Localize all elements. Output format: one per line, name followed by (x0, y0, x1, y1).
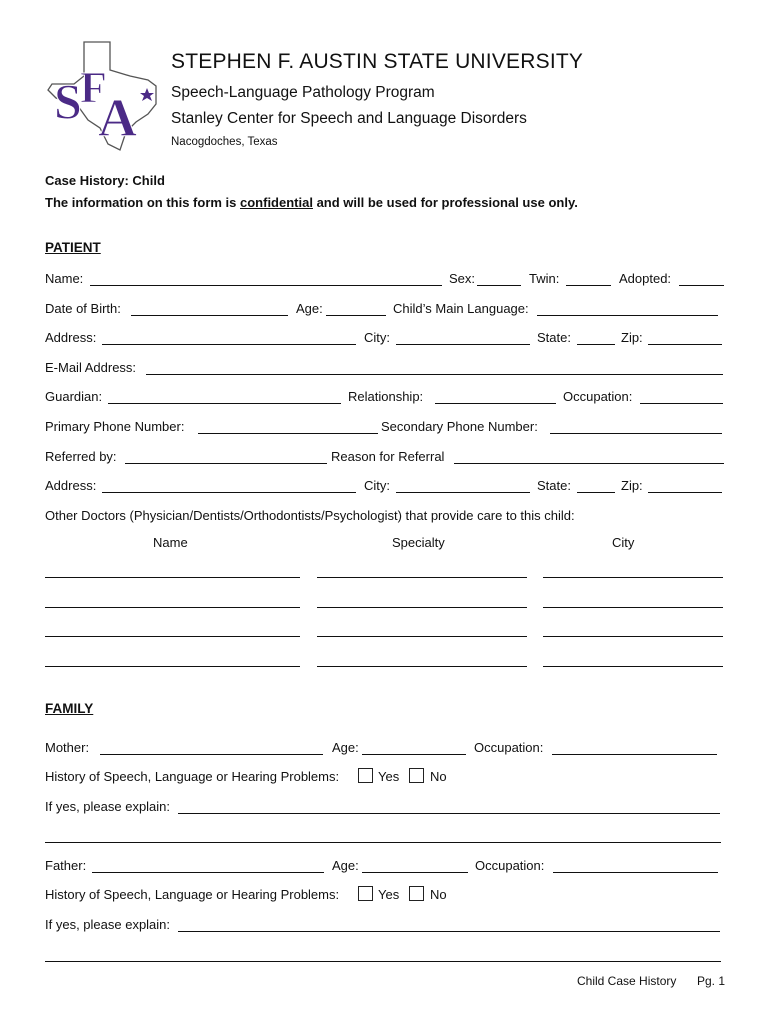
secondary-phone-field[interactable] (550, 433, 722, 434)
mother-yes-checkbox[interactable] (358, 768, 373, 783)
program-name: Speech-Language Pathology Program (171, 84, 435, 101)
email-field[interactable] (146, 374, 723, 375)
mother-label: Mother: (45, 740, 90, 755)
doctor-specialty-field[interactable] (317, 607, 527, 608)
email-label: E-Mail Address: (45, 360, 137, 375)
referral-address-label: Address: (45, 478, 97, 493)
age-label: Age: (296, 301, 323, 316)
dob-label: Date of Birth: (45, 301, 121, 316)
state-field[interactable] (577, 344, 615, 345)
doctor-specialty-field[interactable] (317, 666, 527, 667)
referral-address-field[interactable] (102, 492, 356, 493)
mother-explain-field[interactable] (178, 813, 720, 814)
zip-label: Zip: (621, 330, 643, 345)
referred-by-field[interactable] (125, 463, 327, 464)
dob-field[interactable] (131, 315, 288, 316)
doctor-name-field[interactable] (45, 577, 300, 578)
mother-explain-label: If yes, please explain: (45, 799, 171, 814)
col-specialty-header: Specialty (392, 535, 445, 550)
sfa-logo (44, 40, 162, 152)
mother-yes-label: Yes (378, 769, 400, 784)
father-yes-checkbox[interactable] (358, 886, 373, 901)
name-field[interactable] (90, 285, 442, 286)
other-doctors-label: Other Doctors (Physician/Dentists/Orthodontists/Psychologist) that provide care to this child: (45, 508, 575, 523)
mother-age-label: Age: (332, 740, 359, 755)
referral-city-label: City: (364, 478, 390, 493)
state-label: State: (537, 330, 571, 345)
adopted-field[interactable] (679, 285, 724, 286)
mother-explain-field-2[interactable] (45, 842, 721, 843)
svg-text:A: A (98, 88, 137, 148)
father-no-label: No (430, 887, 447, 902)
father-age-field[interactable] (362, 872, 468, 873)
patient-heading: PATIENT (45, 240, 101, 255)
mother-age-field[interactable] (362, 754, 466, 755)
texas-map-icon (44, 40, 162, 152)
sex-label: Sex: (449, 271, 476, 286)
father-history-label: History of Speech, Language or Hearing Problems: (45, 887, 340, 902)
twin-label: Twin: (529, 271, 560, 286)
doctor-city-field[interactable] (543, 666, 723, 667)
mother-occupation-label: Occupation: (474, 740, 544, 755)
address-label: Address: (45, 330, 97, 345)
secondary-phone-label: Secondary Phone Number: (381, 419, 538, 434)
relationship-field[interactable] (435, 403, 556, 404)
family-heading: FAMILY (45, 701, 94, 716)
referral-city-field[interactable] (396, 492, 530, 493)
father-explain-field[interactable] (178, 931, 720, 932)
referral-zip-field[interactable] (648, 492, 722, 493)
zip-field[interactable] (648, 344, 722, 345)
doctor-city-field[interactable] (543, 577, 723, 578)
doctor-specialty-field[interactable] (317, 577, 527, 578)
referral-state-field[interactable] (577, 492, 615, 493)
footer-doc-name: Child Case History (577, 974, 677, 988)
svg-text:S: S (54, 73, 82, 129)
primary-phone-label: Primary Phone Number: (45, 419, 185, 434)
doctor-name-field[interactable] (45, 636, 300, 637)
adopted-label: Adopted: (619, 271, 672, 286)
doctor-name-field[interactable] (45, 666, 300, 667)
university-name: STEPHEN F. AUSTIN STATE UNIVERSITY (171, 50, 584, 73)
doctor-city-field[interactable] (543, 636, 723, 637)
city-field[interactable] (396, 344, 530, 345)
doctor-specialty-field[interactable] (317, 636, 527, 637)
address-field[interactable] (102, 344, 356, 345)
doctor-name-field[interactable] (45, 607, 300, 608)
name-label: Name: (45, 271, 84, 286)
reason-label: Reason for Referral (331, 449, 445, 464)
father-occupation-label: Occupation: (475, 858, 545, 873)
father-yes-label: Yes (378, 887, 400, 902)
mother-field[interactable] (100, 754, 323, 755)
guardian-occupation-label: Occupation: (563, 389, 633, 404)
father-label: Father: (45, 858, 87, 873)
sex-field[interactable] (477, 285, 521, 286)
guardian-occupation-field[interactable] (640, 403, 723, 404)
father-explain-field-2[interactable] (45, 961, 721, 962)
note-emphasis: confidential (240, 195, 313, 210)
referral-state-label: State: (537, 478, 571, 493)
center-name: Stanley Center for Speech and Language Disorders (171, 110, 527, 127)
doctor-city-field[interactable] (543, 607, 723, 608)
mother-no-checkbox[interactable] (409, 768, 424, 783)
father-occupation-field[interactable] (553, 872, 718, 873)
mother-history-label: History of Speech, Language or Hearing Problems: (45, 769, 340, 784)
primary-phone-field[interactable] (198, 433, 378, 434)
note-post: and will be used for professional use only. (312, 195, 578, 210)
relationship-label: Relationship: (348, 389, 424, 404)
twin-field[interactable] (566, 285, 611, 286)
father-age-label: Age: (332, 858, 359, 873)
form-title: Case History: Child (45, 173, 165, 188)
guardian-field[interactable] (108, 403, 341, 404)
referral-zip-label: Zip: (621, 478, 643, 493)
language-label: Child’s Main Language: (393, 301, 529, 316)
father-field[interactable] (92, 872, 324, 873)
col-name-header: Name (153, 535, 188, 550)
father-explain-label: If yes, please explain: (45, 917, 171, 932)
mother-occupation-field[interactable] (552, 754, 717, 755)
footer-page-number: Pg. 1 (697, 974, 726, 988)
location: Nacogdoches, Texas (171, 136, 278, 148)
age-field[interactable] (326, 315, 386, 316)
svg-text:F: F (80, 63, 107, 112)
father-no-checkbox[interactable] (409, 886, 424, 901)
col-city-header: City (612, 535, 635, 550)
confidentiality-note (45, 195, 578, 211)
reason-field[interactable] (454, 463, 724, 464)
language-field[interactable] (537, 315, 718, 316)
city-label: City: (364, 330, 390, 345)
guardian-label: Guardian: (45, 389, 103, 404)
note-pre: The information on this form is (45, 195, 240, 210)
referred-by-label: Referred by: (45, 449, 117, 464)
mother-no-label: No (430, 769, 447, 784)
